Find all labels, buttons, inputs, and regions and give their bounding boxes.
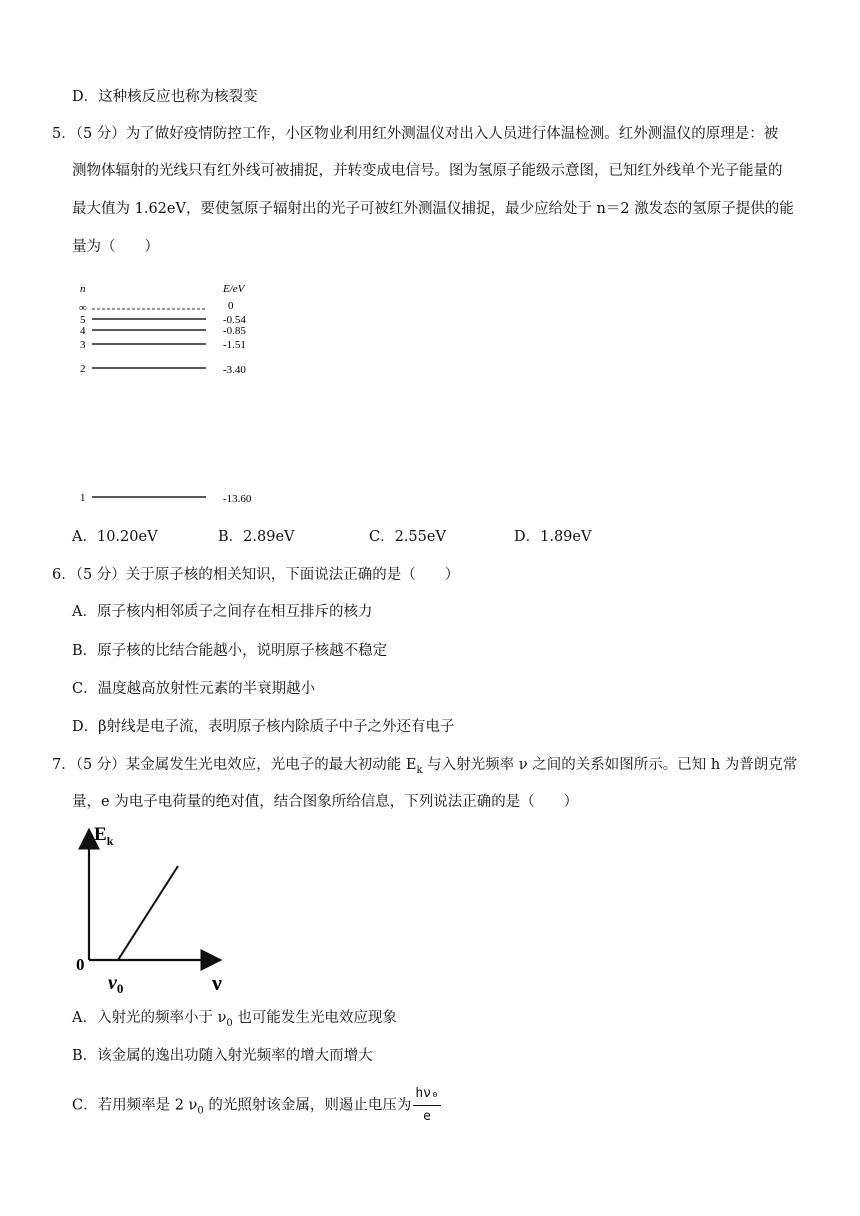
q7-stem-line2: 量，e 为电子电荷量的绝对值，结合图象所给信息，下列说法正确的是（ ） xyxy=(72,794,579,810)
nu0-label: $\nu_0$ xyxy=(108,972,124,993)
level-3-e: -1.51 xyxy=(223,339,246,351)
photoelectric-graph xyxy=(72,818,262,993)
q6-option-b: B．原子核的比结合能越小，说明原子核越不稳定 xyxy=(72,643,388,659)
level-2 xyxy=(80,363,246,376)
q5-option-b: B．2.89eV xyxy=(218,529,295,545)
ek-line xyxy=(118,866,178,960)
level-5-e: -0.54 xyxy=(223,314,246,326)
x-axis-label: ν xyxy=(212,970,222,993)
q7-stem-line1-b: 与入射光频率 ν 之间的关系如图所示。已知 h 为普朗克常 xyxy=(422,757,798,773)
level-2-e: -3.40 xyxy=(223,364,246,376)
level-inf-e: 0 xyxy=(228,300,234,312)
energy-axis-label: E/eV xyxy=(223,283,245,295)
stopping-voltage-fraction xyxy=(413,1084,440,1127)
q6-option-d: D．β射线是电子流，表明原子核内除质子中子之外还有电子 xyxy=(72,719,455,735)
q7-option-a-b: 也可能发生光电效应现象 xyxy=(232,1010,397,1026)
q4-option-d: D．这种核反应也称为核裂变 xyxy=(72,89,258,105)
q7-stem-line1-sub: k xyxy=(416,764,423,776)
q7-option-a-a: A．入射光的频率小于 ν xyxy=(72,1010,227,1026)
q7-option-a xyxy=(72,1008,397,1034)
q6-option-c: C．温度越高放射性元素的半衰期越小 xyxy=(72,681,316,697)
fraction-numerator: hν₀ xyxy=(413,1084,440,1106)
level-4-n: 4 xyxy=(80,325,86,337)
q5-option-c: C．2.55eV xyxy=(369,529,446,545)
level-1 xyxy=(80,492,252,505)
level-4 xyxy=(80,325,246,337)
level-3 xyxy=(80,339,246,351)
fraction-denominator: e xyxy=(423,1109,431,1124)
y-axis-label: $E_k$ xyxy=(94,824,114,848)
q5-option-a: A．10.20eV xyxy=(72,529,158,545)
level-inf-n: ∞ xyxy=(79,302,87,314)
q6-option-a: A．原子核内相邻质子之间存在相互排斥的核力 xyxy=(72,604,373,620)
q7-stem-line1 xyxy=(52,755,797,781)
q7-option-a-sub: 0 xyxy=(226,1017,233,1029)
q5-stem-line2: 测物体辐射的光线只有红外线可被捕捉，并转变成电信号。图为氢原子能级示意图，已知红外线单个光子能量的 xyxy=(72,163,783,179)
q7-option-c-a: C．若用频率是 2 ν xyxy=(72,1097,198,1114)
q7-option-c xyxy=(72,1084,441,1127)
level-5-n: 5 xyxy=(80,314,86,326)
q5-stem-line1: 5．（5 分）为了做好疫情防控工作，小区物业利用红外测温仪对出入人员进行体温检测。红外测温仪的原理是：被 xyxy=(52,126,779,142)
level-inf xyxy=(79,300,234,314)
q5-option-d: D．1.89eV xyxy=(514,529,592,545)
q5-stem-line3: 最大值为 1.62eV，要使氢原子辐射出的光子可被红外测温仪捕捉，最少应给处于 n＝2 激发态的氢原子提供的能 xyxy=(72,201,794,217)
q6-stem: 6．（5 分）关于原子核的相关知识，下面说法正确的是（ ） xyxy=(52,567,460,583)
level-1-n: 1 xyxy=(80,492,86,504)
q7-option-c-sub: 0 xyxy=(197,1105,204,1117)
origin-label: 0 xyxy=(76,955,85,974)
n-axis-label: n xyxy=(80,283,86,295)
q7-option-b: B．该金属的逸出功随入射光频率的增大而增大 xyxy=(72,1048,373,1064)
level-1-e: -13.60 xyxy=(223,493,252,505)
q7-stem-line1-a: 7．（5 分）某金属发生光电效应，光电子的最大初动能 E xyxy=(52,757,417,773)
level-2-n: 2 xyxy=(80,363,86,375)
q7-option-c-b: 的光照射该金属，则遏止电压为 xyxy=(203,1097,412,1114)
level-4-e: -0.85 xyxy=(223,325,246,337)
q5-stem-line4: 量为（ ） xyxy=(72,239,159,255)
energy-level-diagram xyxy=(70,280,290,510)
level-3-n: 3 xyxy=(80,339,86,351)
level-5 xyxy=(80,314,246,326)
